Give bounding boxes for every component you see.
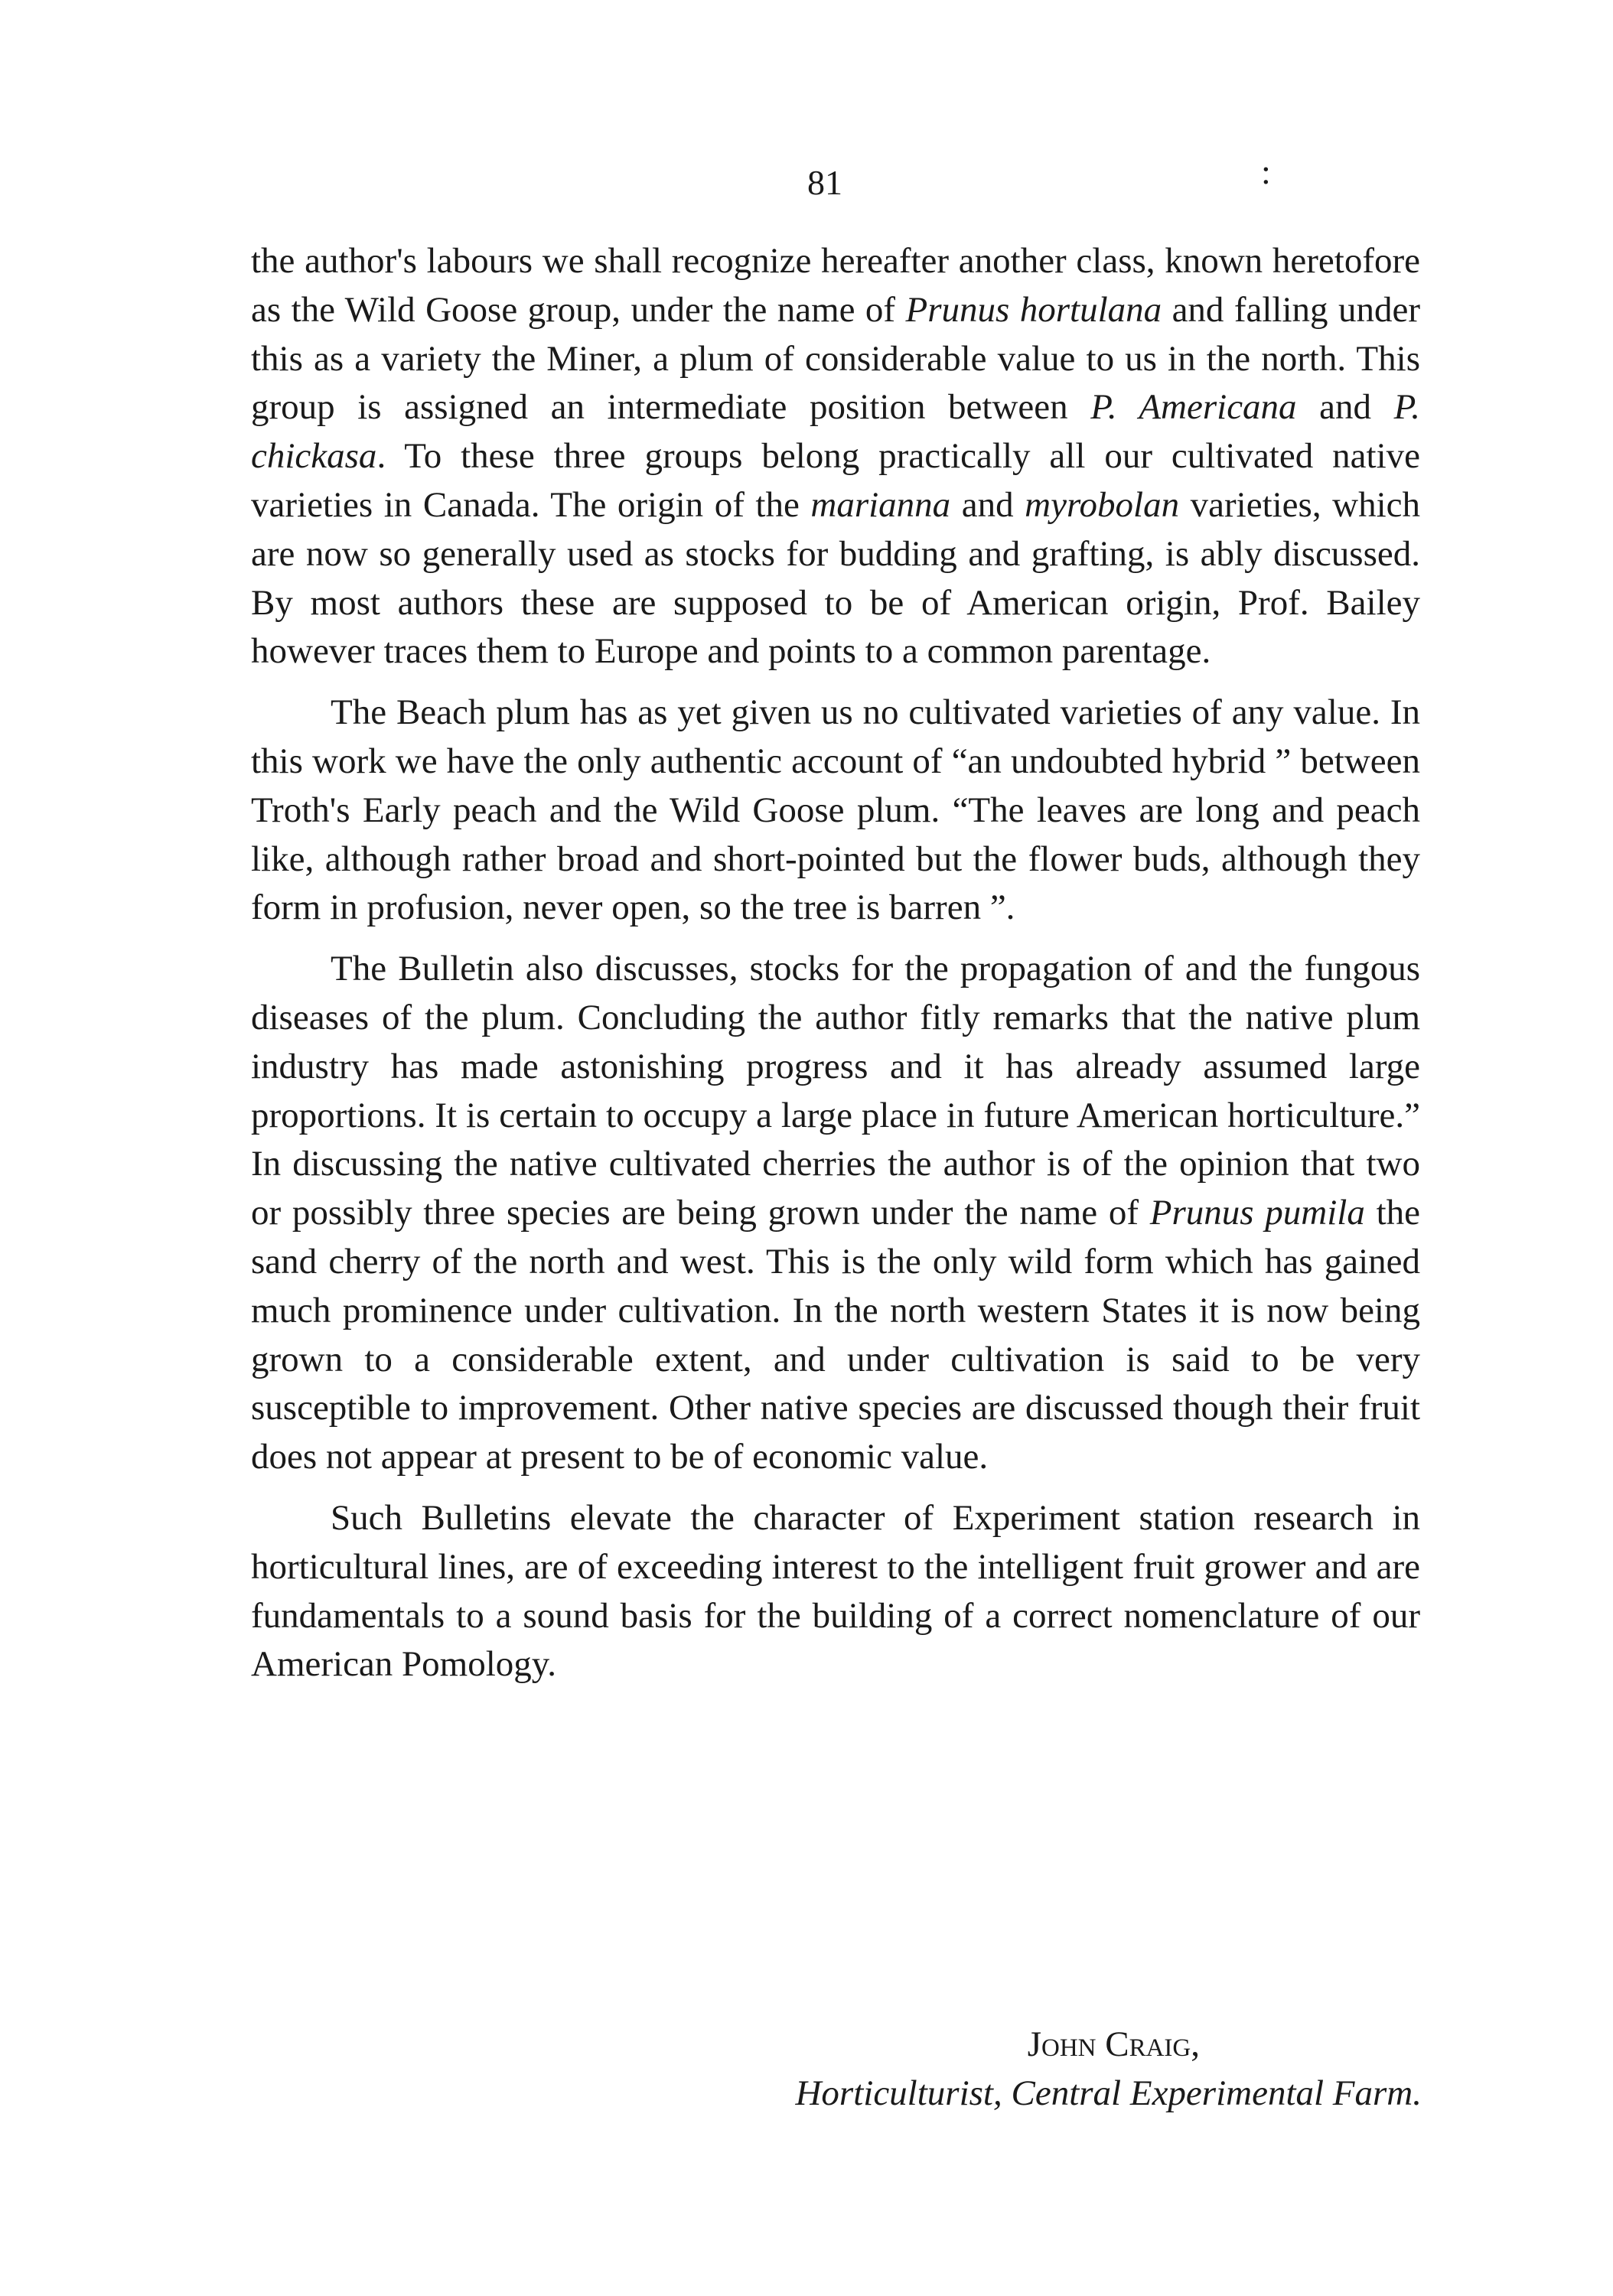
text-run: and: [1296, 387, 1394, 428]
author-title: Horticulturist, Central Experimental Farm.: [795, 2073, 1422, 2113]
text-run: the author's labours we shall recognize hereafter another class, known heretofore as the Wild Goose group, under the name of: [251, 241, 1420, 330]
text-run: The Beach plum has as yet given us no cultivated varieties of any value. In this work we have the only authentic account of “an undoubted hybrid ” between Troth's Early peach and the Wild Goose plum. “The leaves are long and peach like, although rather broad and short-pointed but the flower buds, although they form in profusion, never open, so the tree is barren ”.: [251, 692, 1420, 928]
body-text: [251, 237, 1420, 1702]
paragraph-2: [251, 689, 1420, 933]
text-run: varieties, which are now so generally used as stocks for budding and grafting, is ably discussed. By most authors these are supposed to be of American origin, Prof. Bailey however traces them to Europe and points to a common parentage.: [251, 484, 1420, 672]
paragraph-1: [251, 237, 1420, 676]
italic-run: Prunus pumila: [1149, 1193, 1365, 1233]
italic-run: myrobolan: [1025, 484, 1180, 525]
page-number: 81: [807, 163, 842, 202]
paragraph-3: [251, 945, 1420, 1482]
page-mark: :: [1261, 152, 1271, 191]
paragraph-4: [251, 1494, 1420, 1689]
text-run: The Bulletin also discusses, stocks for the propagation of and the fungous diseases of the plum. Concluding the author fitly remarks that the native plum industry has made astonishing progress and it has already assumed large proportions. It is certain to occupy a large place in future American horticulture.” In discussing the native cultivated cherries the author is of the opinion that two or possibly three species are being grown under the name of: [251, 949, 1420, 1233]
author-name: John Craig,: [1027, 2024, 1200, 2064]
italic-run: P. Americana: [1090, 387, 1297, 428]
signature-block: [795, 2020, 1422, 2118]
italic-run: P. chickasa: [251, 387, 1420, 477]
text-run: Such Bulletins elevate the character of Experiment station research in horticultural lines, are of exceeding interest to the intelligent fruit grower and are fundamentals to a sound basis for the building of a correct nomenclature of our American Pomology.: [251, 1497, 1420, 1685]
text-run: and falling under this as a variety the Miner, a plum of considerable value to us in the north. This group is assigned an intermediate position between: [251, 289, 1420, 428]
italic-run: marianna: [810, 484, 951, 525]
text-run: . To these three groups belong practically all our cultivated native varieties in Canada. The origin of the: [251, 436, 1420, 525]
text-run: and: [950, 484, 1025, 525]
italic-run: Prunus hortulana: [905, 289, 1162, 330]
text-run: the sand cherry of the north and west. This is the only wild form which has gained much prominence under cultivation. In the north western States it is now being grown to a considerable extent, and under cultivation is said to be very susceptible to improvement. Other native species are discussed though their fruit does not appear at present to be of economic value.: [251, 1193, 1420, 1477]
